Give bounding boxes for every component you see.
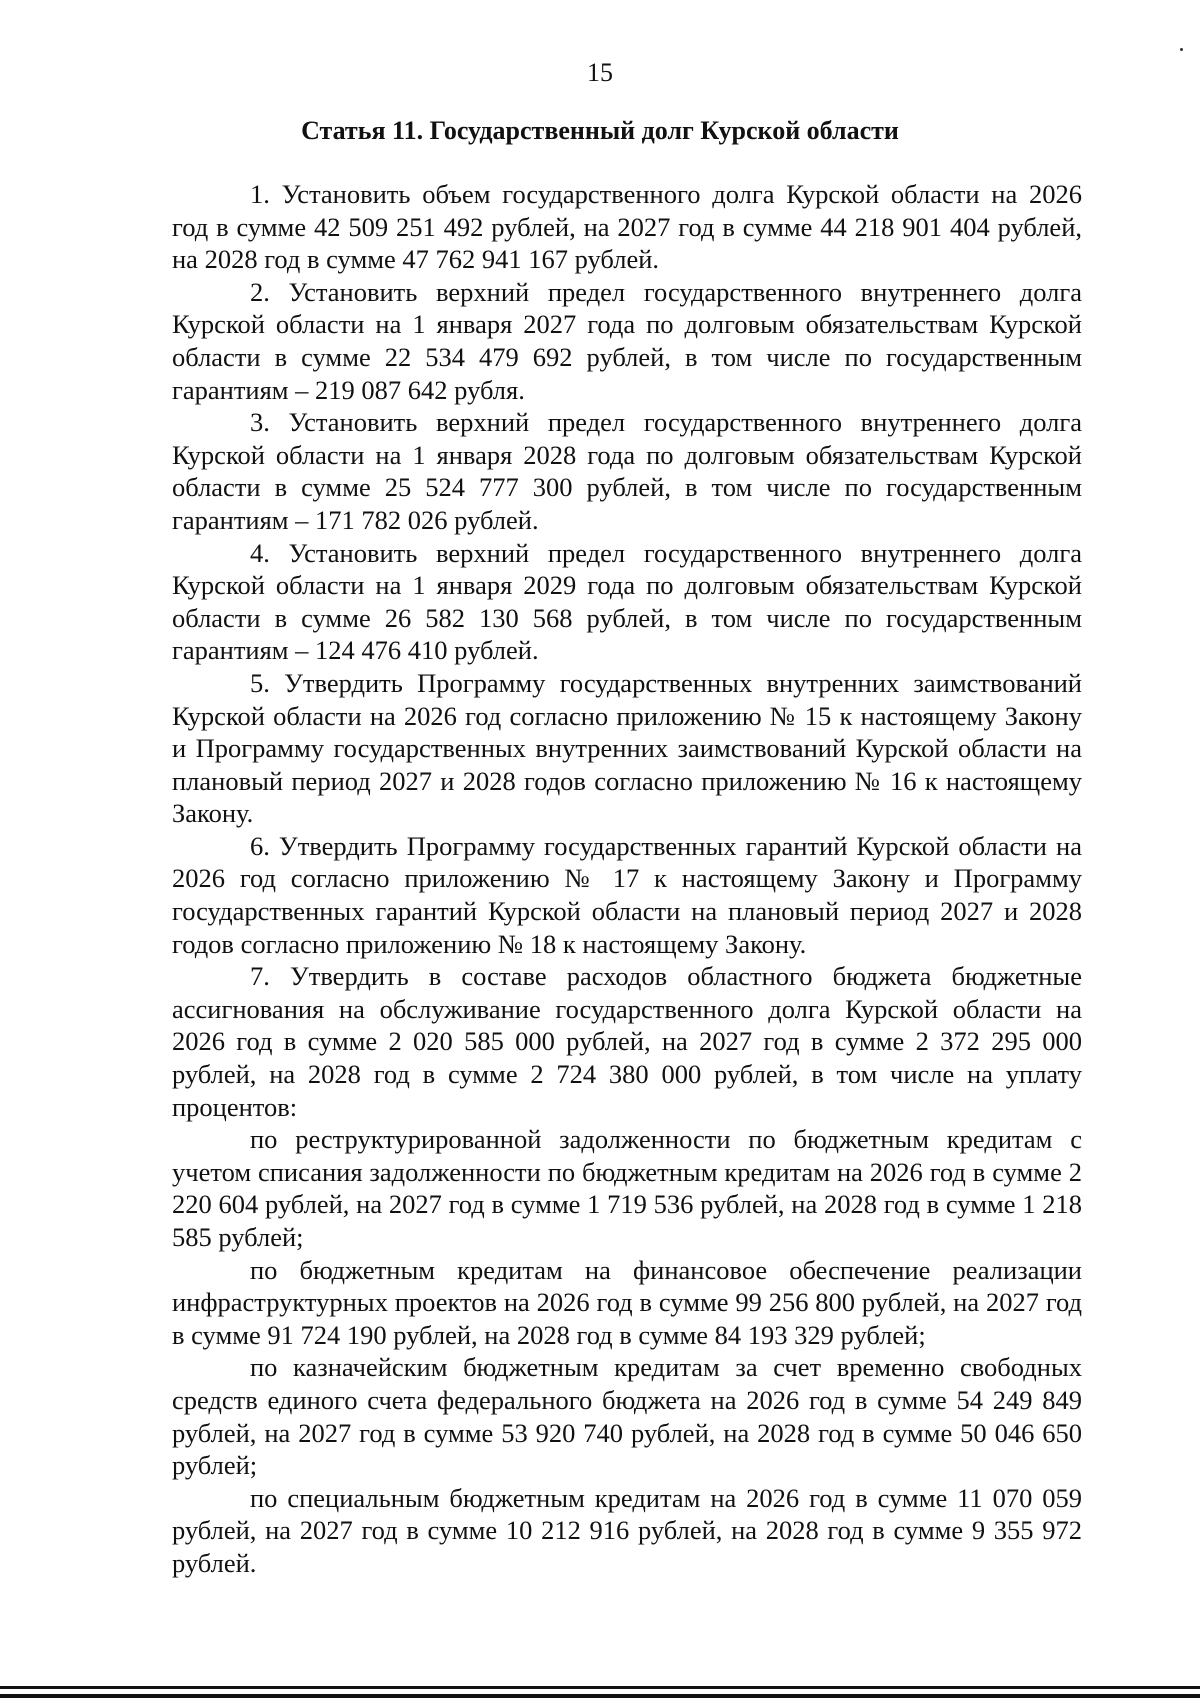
scan-edge-line-lower bbox=[0, 1694, 1200, 1698]
paragraph-1: 1. Установить объем государственного долга Курской области на 2026 год в сумме 42 509 251 492 рублей, на 2027 год в сумме 44 218 901 404 рублей, на 2028 год в сумме 47 762 941 167 рублей. bbox=[172, 179, 1082, 275]
scan-speck bbox=[1180, 48, 1183, 51]
paragraph-7: 7. Утвердить в составе расходов областного бюджета бюджетные ассигнования на обслуживание государственного долга Курской области на 2026 год в сумме 2 020 585 000 рублей, на 2027 год в сумме 2 372 295 000 рублей, на 2028 год в сумме 2 724 380 000 рублей, в том числе на уплату процентов: bbox=[172, 961, 1082, 1122]
paragraph-4: 4. Установить верхний предел государственного внутреннего долга Курской области на 1 января 2029 года по долговым обязательствам Курской области в сумме 26 582 130 568 рублей, в том числе по государственным гарантиям – 124 476 410 рублей. bbox=[172, 537, 1082, 666]
subparagraph-treasury-credits: по казначейским бюджетным кредитам за счет временно свободных средств единого счета федерального бюджета на 2026 год в сумме 54 249 849 рублей, на 2027 год в сумме 53 920 740 рублей, на 2028 год в сумме 50 046 650 рублей; bbox=[172, 1352, 1082, 1481]
subparagraph-special-credits: по специальным бюджетным кредитам на 2026 год в сумме 11 070 059 рублей, на 2027 год в сумме 10 212 916 рублей, на 2028 год в сумме 9 355 972 рублей. bbox=[172, 1482, 1082, 1578]
scan-edge-line bbox=[0, 1686, 1200, 1689]
paragraph-6: 6. Утвердить Программу государственных гарантий Курской области на 2026 год согласно приложению № 17 к настоящему Закону и Программу государственных гарантий Курской области на плановый период 2027 и 2028 годов согласно приложению № 18 к настоящему Закону. bbox=[172, 830, 1082, 959]
paragraph-2: 2. Установить верхний предел государственного внутреннего долга Курской области на 1 января 2027 года по долговым обязательствам Курской области в сумме 22 534 479 692 рублей, в том числе по государственным гарантиям – 219 087 642 рубля. bbox=[172, 276, 1082, 405]
subparagraph-restructured-debt: по реструктурированной задолженности по бюджетным кредитам с учетом списания задолженности по бюджетным кредитам на 2026 год в сумме 2 220 604 рублей, на 2027 год в сумме 1 719 536 рублей, на 2028 год в сумме 1 218 585 рублей; bbox=[172, 1124, 1082, 1252]
paragraph-3: 3. Установить верхний предел государственного внутреннего долга Курской области на 1 января 2028 года по долговым обязательствам Курской области в сумме 25 524 777 300 рублей, в том числе по государственным гарантиям – 171 782 026 рублей. bbox=[172, 407, 1082, 535]
subparagraph-infrastructure-credits: по бюджетным кредитам на финансовое обеспечение реализации инфраструктурных проектов на 2026 год в сумме 99 256 800 рублей, на 2027 год в сумме 91 724 190 рублей, на 2028 год в сумме 84 193 329 рублей; bbox=[172, 1254, 1082, 1350]
article-title: Статья 11. Государственный долг Курской области bbox=[301, 116, 899, 145]
paragraph-5: 5. Утвердить Программу государственных внутренних заимствований Курской области на 2026 год согласно приложению № 15 к настоящему Закону и Программу государственных внутренних заимствований Курской области на плановый период 2027 и 2028 годов согласно приложению № 16 к настоящему Закону. bbox=[172, 667, 1082, 829]
page-number: 15 bbox=[587, 58, 613, 87]
article-body bbox=[172, 178, 1082, 1580]
